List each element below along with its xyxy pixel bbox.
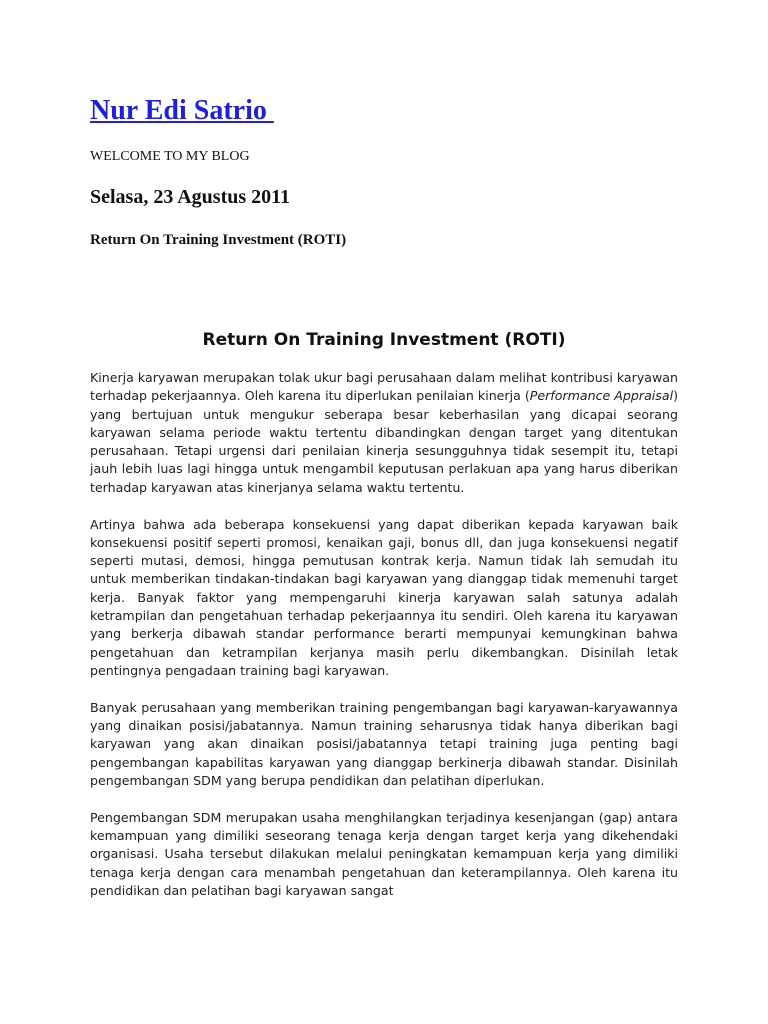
- article-paragraph: Banyak perusahaan yang memberikan training pengembangan bagi karyawan-karyawannya yang dinaikan posisi/jabatannya. Namun training seharusnya tidak hanya diberikan bagi karyawan yang akan dinaikan posisi/jabatannya tetapi training juga penting bagi pengembangan kapabilitas karyawan yang dianggap berkinerja dibawah standar. Disinilah pengembangan SDM yang berupa pendidikan dan pelatihan diperlukan.: [90, 699, 678, 788]
- article-paragraph: Artinya bahwa ada beberapa konsekuensi yang dapat diberikan kepada karyawan baik konsekuensi positif seperti promosi, kenaikan gaji, bonus dll, dan juga konsekuensi negatif seperti mutasi, demosi, hingga pemutusan kontrak kerja. Namun tidak lah semudah itu untuk memberikan tindakan-tindakan bagi karyawan yang dianggap tidak memenuhi target kerja. Banyak faktor yang mempengaruhi kinerja karyawan salah satunya adalah ketrampilan dan pengetahuan terhadap pekerjaannya itu sendiri. Oleh karena itu karyawan yang berkerja dibawah standar performance berarti mempunyai kemungkinan bahwa pengetahuan dan ketrampilan kerjanya masih perlu dikembangkan. Disinilah letak pentingnya pengadaan training bagi karyawan.: [90, 516, 678, 678]
- paragraph-text: Kinerja karyawan merupakan tolak ukur bagi perusahaan dalam melihat kontribusi karyawan terhadap pekerjaannya. Oleh karena itu diperlukan penilaian kinerja (: [90, 370, 678, 404]
- blog-tagline: WELCOME TO MY BLOG: [90, 149, 250, 164]
- paragraph-text: ) yang bertujuan untuk mengukur seberapa besar keberhasilan yang dicapai seorang karyawan selama periode waktu tertentu dibandingkan dengan target yang ditentukan perusahaan. Tetapi urgensi dari penilaian kinerja sesungguhnya tidak sesempit itu, tetapi jauh lebih luas lagi hingga untuk mengambil keputusan perlakuan apa yang harus diberikan terhadap karyawan atas kinerjanya selama waktu tertentu.: [90, 388, 678, 495]
- blog-title-link[interactable]: Nur Edi Satrio: [90, 95, 274, 126]
- article-paragraph: Pengembangan SDM merupakan usaha menghilangkan terjadinya kesenjangan (gap) antara kemampuan yang dimiliki seseorang tenaga kerja dengan target kerja yang dikehendaki organisasi. Usaha tersebut dilakukan melalui peningkatan kemampuan kerja yang dimiliki tenaga kerja dengan cara menambah pengetahuan dan keterampilannya. Oleh karena itu pendidikan dan pelatihan bagi karyawan sangat: [90, 809, 678, 898]
- article-paragraph: [90, 369, 678, 497]
- post-date: Selasa, 23 Agustus 2011: [90, 186, 291, 208]
- emphasis-text: Performance Appraisal: [529, 388, 674, 404]
- post-title: Return On Training Investment (ROTI): [90, 232, 347, 248]
- article-body: [90, 369, 678, 919]
- article-heading: Return On Training Investment (ROTI): [202, 330, 566, 350]
